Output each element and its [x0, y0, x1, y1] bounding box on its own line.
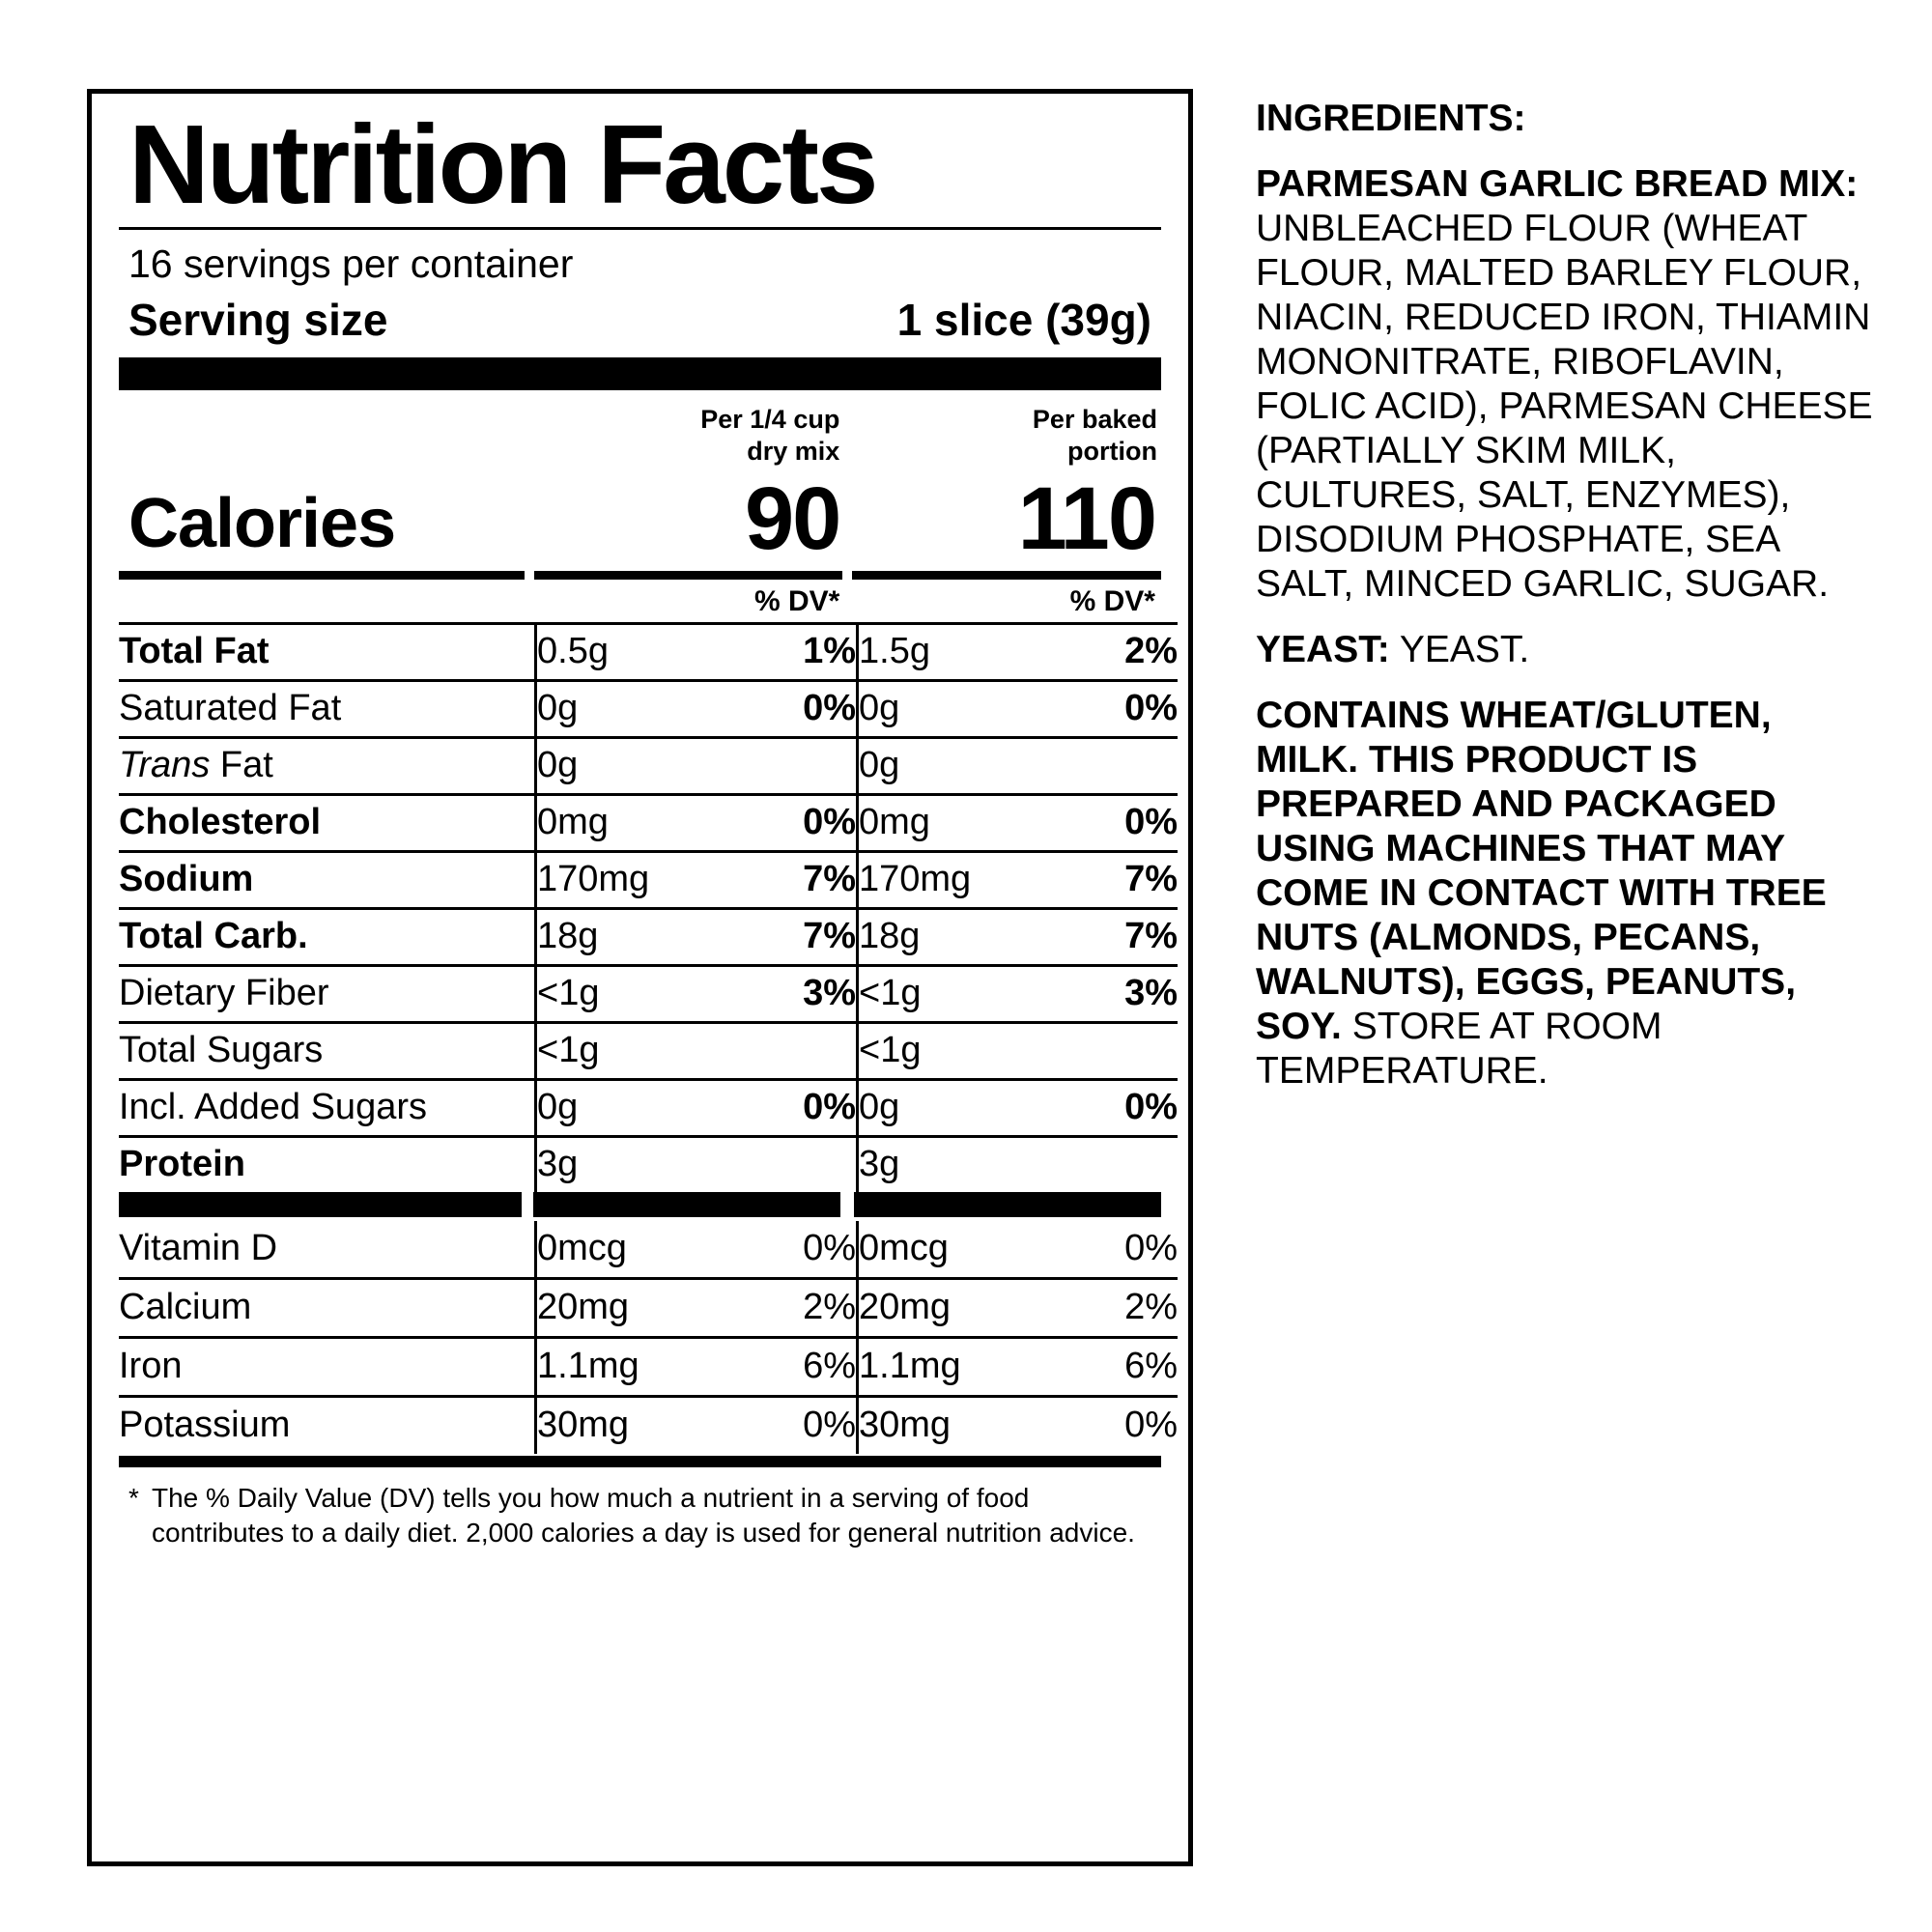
nutrient-dv-dry [701, 1137, 858, 1193]
nutrient-amount-baked: <1g [858, 966, 1024, 1023]
table-row [119, 1080, 1178, 1137]
vitamin-amount-baked: 30mg [858, 1397, 1024, 1455]
nutrient-dv-baked: 7% [1023, 909, 1178, 966]
calories-value-dry-mix: 90 [744, 469, 840, 569]
nutrient-amount-baked: 18g [858, 909, 1024, 966]
ingredients-heading: INGREDIENTS: [1256, 98, 1526, 139]
mix-ingredients [1256, 162, 1874, 607]
nutrient-name: Total Fat [119, 624, 536, 681]
nutrient-name: Sodium [119, 852, 536, 909]
divider-title [119, 227, 1161, 230]
nutrient-amount-baked: 0mg [858, 795, 1024, 852]
nutrient-name: Cholesterol [119, 795, 536, 852]
nutrient-name: Protein [119, 1137, 536, 1193]
vitamins-table [119, 1221, 1178, 1454]
dv-header-baked: % DV* [1069, 585, 1155, 618]
nutrient-amount-dry: 0g [536, 681, 702, 738]
serving-size-row [128, 294, 1151, 346]
yeast-body: YEAST. [1399, 629, 1530, 671]
nutrient-name: Incl. Added Sugars [119, 1080, 536, 1137]
nutrient-dv-dry: 7% [701, 852, 858, 909]
vitamin-amount-baked: 0mcg [858, 1221, 1024, 1279]
nutrient-dv-baked: 0% [1023, 1080, 1178, 1137]
nutrient-table [119, 622, 1178, 1192]
vitamin-name: Iron [119, 1338, 536, 1397]
nutrient-amount-baked: <1g [858, 1023, 1024, 1080]
nutrient-amount-dry: <1g [536, 1023, 702, 1080]
nutrient-dv-baked [1023, 1023, 1178, 1080]
nutrient-dv-baked [1023, 738, 1178, 795]
nutrient-name: Dietary Fiber [119, 966, 536, 1023]
divider-calories [119, 571, 1161, 580]
vitamin-dv-dry: 2% [701, 1279, 858, 1338]
vitamin-dv-baked: 2% [1023, 1279, 1178, 1338]
vitamin-name: Potassium [119, 1397, 536, 1455]
vitamin-dv-baked: 0% [1023, 1397, 1178, 1455]
nutrient-dv-baked: 3% [1023, 966, 1178, 1023]
vitamin-dv-baked: 0% [1124, 1228, 1178, 1269]
nutrient-dv-baked: 7% [1023, 852, 1178, 909]
vitamin-amount-baked: 20mg [858, 1279, 1024, 1338]
nutrition-facts-panel [87, 89, 1193, 1866]
allergen-bold-text: CONTAINS WHEAT/GLUTEN, MILK. THIS PRODUCT IS PREPARED AND PACKAGED USING MACHINES THAT MAY COME IN CONTACT WITH TREE NUTS (ALMONDS, PECANS, WALNUTS), EGGS, PEANUTS, SOY. [1256, 695, 1827, 1048]
table-row [119, 624, 1178, 681]
divider-thick-top [119, 357, 1161, 390]
vitamin-dv-dry: 6% [701, 1338, 858, 1397]
vitamin-amount-dry: 0mcg [536, 1221, 702, 1279]
nutrient-name: Total Sugars [119, 1023, 536, 1080]
nutrient-name: Saturated Fat [119, 681, 536, 738]
nutrient-amount-baked: 0g [858, 681, 1024, 738]
vitamin-amount-dry: 1.1mg [536, 1338, 702, 1397]
nutrient-dv-dry: 0% [701, 1080, 858, 1137]
table-row [119, 909, 1178, 966]
nutrient-amount-dry: 0g [536, 1080, 702, 1137]
table-row [119, 852, 1178, 909]
table-row [119, 1397, 1178, 1455]
table-row [119, 1338, 1178, 1397]
dv-header-dry-mix: % DV* [753, 585, 840, 618]
table-row [119, 795, 1178, 852]
nutrient-name: Total Carb. [119, 909, 536, 966]
daily-value-headers [119, 585, 1161, 618]
table-row [119, 1221, 1178, 1279]
vitamin-dv-baked: 6% [1023, 1338, 1178, 1397]
column-header-dry-mix: Per 1/4 cup dry mix [700, 404, 840, 467]
table-row [119, 1023, 1178, 1080]
nutrient-amount-baked: 0g [858, 1080, 1024, 1137]
calories-value-baked: 110 [1017, 469, 1155, 569]
nutrient-name: Trans Fat [119, 738, 536, 795]
vitamin-amount-baked: 1.1mg [858, 1338, 1024, 1397]
yeast-ingredients [1256, 628, 1874, 672]
serving-size-value: 1 slice (39g) [896, 294, 1151, 345]
table-row [119, 1137, 1178, 1193]
nutrient-dv-dry: 7% [701, 909, 858, 966]
nutrient-dv-dry [701, 1023, 858, 1080]
yeast-heading: YEAST: [1256, 629, 1390, 671]
nutrient-dv-dry: 3% [701, 966, 858, 1023]
nutrient-amount-dry: 170mg [536, 852, 702, 909]
column-headers [119, 404, 1161, 469]
trans-italic: Trans [119, 745, 211, 786]
footnote [128, 1481, 1151, 1551]
nutrient-dv-baked: 2% [1023, 624, 1178, 681]
nutrient-dv-baked [1023, 1137, 1178, 1193]
nutrient-amount-dry: 0g [536, 738, 702, 795]
nutrient-dv-dry [701, 738, 858, 795]
mix-body: UNBLEACHED FLOUR (WHEAT FLOUR, MALTED BARLEY FLOUR, NIACIN, REDUCED IRON, THIAMIN MONONITRATE, RIBOFLAVIN, FOLIC ACID), PARMESAN CHEESE (PARTIALLY SKIM MILK, CULTURES, SALT, ENZYMES), DISODIUM PHOSPHATE, SEA SALT, MINCED GARLIC, SUGAR. [1256, 208, 1873, 606]
allergen-statement [1256, 694, 1874, 1094]
divider-bottom [119, 1456, 1161, 1467]
mix-heading: PARMESAN GARLIC BREAD MIX: [1256, 163, 1859, 206]
column-header-spacer [119, 404, 530, 469]
footnote-star: * [128, 1483, 139, 1514]
nutrient-amount-baked: 0g [858, 738, 1024, 795]
servings-per-container: 16 servings per container [128, 242, 574, 287]
vitamin-amount-dry: 30mg [536, 1397, 702, 1455]
table-row [119, 1279, 1178, 1338]
divider-vitamins [119, 1192, 1161, 1217]
storage-text: STORE AT ROOM TEMPERATURE. [1256, 1006, 1662, 1093]
nutrient-amount-baked: 3g [858, 1137, 1024, 1193]
vitamin-dv-dry: 0% [803, 1228, 856, 1269]
nutrient-amount-baked: 1.5g [858, 624, 1024, 681]
nutrient-dv-baked: 0% [1023, 795, 1178, 852]
vitamin-name: Vitamin D [119, 1228, 278, 1269]
nutrient-dv-baked: 0% [1023, 681, 1178, 738]
vitamin-dv-dry: 0% [701, 1397, 858, 1455]
vitamin-amount-dry: 20mg [536, 1279, 702, 1338]
nutrient-amount-dry: <1g [536, 966, 702, 1023]
nutrient-amount-dry: 18g [536, 909, 702, 966]
table-row [119, 738, 1178, 795]
nutrient-dv-dry: 1% [701, 624, 858, 681]
column-header-baked-portion: Per baked portion [1032, 404, 1157, 467]
ingredients-panel [1256, 97, 1874, 1115]
nutrient-dv-dry: 0% [701, 681, 858, 738]
table-row [119, 681, 1178, 738]
serving-size-label: Serving size [128, 294, 388, 345]
table-row [119, 966, 1178, 1023]
calories-label: Calories [128, 485, 396, 563]
page-title: Nutrition Facts [128, 101, 876, 227]
nutrient-amount-dry: 0.5g [536, 624, 702, 681]
nutrient-amount-dry: 3g [536, 1137, 702, 1193]
nutrient-amount-baked: 170mg [858, 852, 1024, 909]
nutrient-dv-dry: 0% [701, 795, 858, 852]
calories-row [119, 469, 1161, 569]
vitamin-name: Calcium [119, 1279, 536, 1338]
footnote-text: The % Daily Value (DV) tells you how much a nutrient in a serving of food contributes to a daily diet. 2,000 calories a day is used for general nutrition advice. [152, 1483, 1135, 1548]
nutrient-amount-dry: 0mg [536, 795, 702, 852]
